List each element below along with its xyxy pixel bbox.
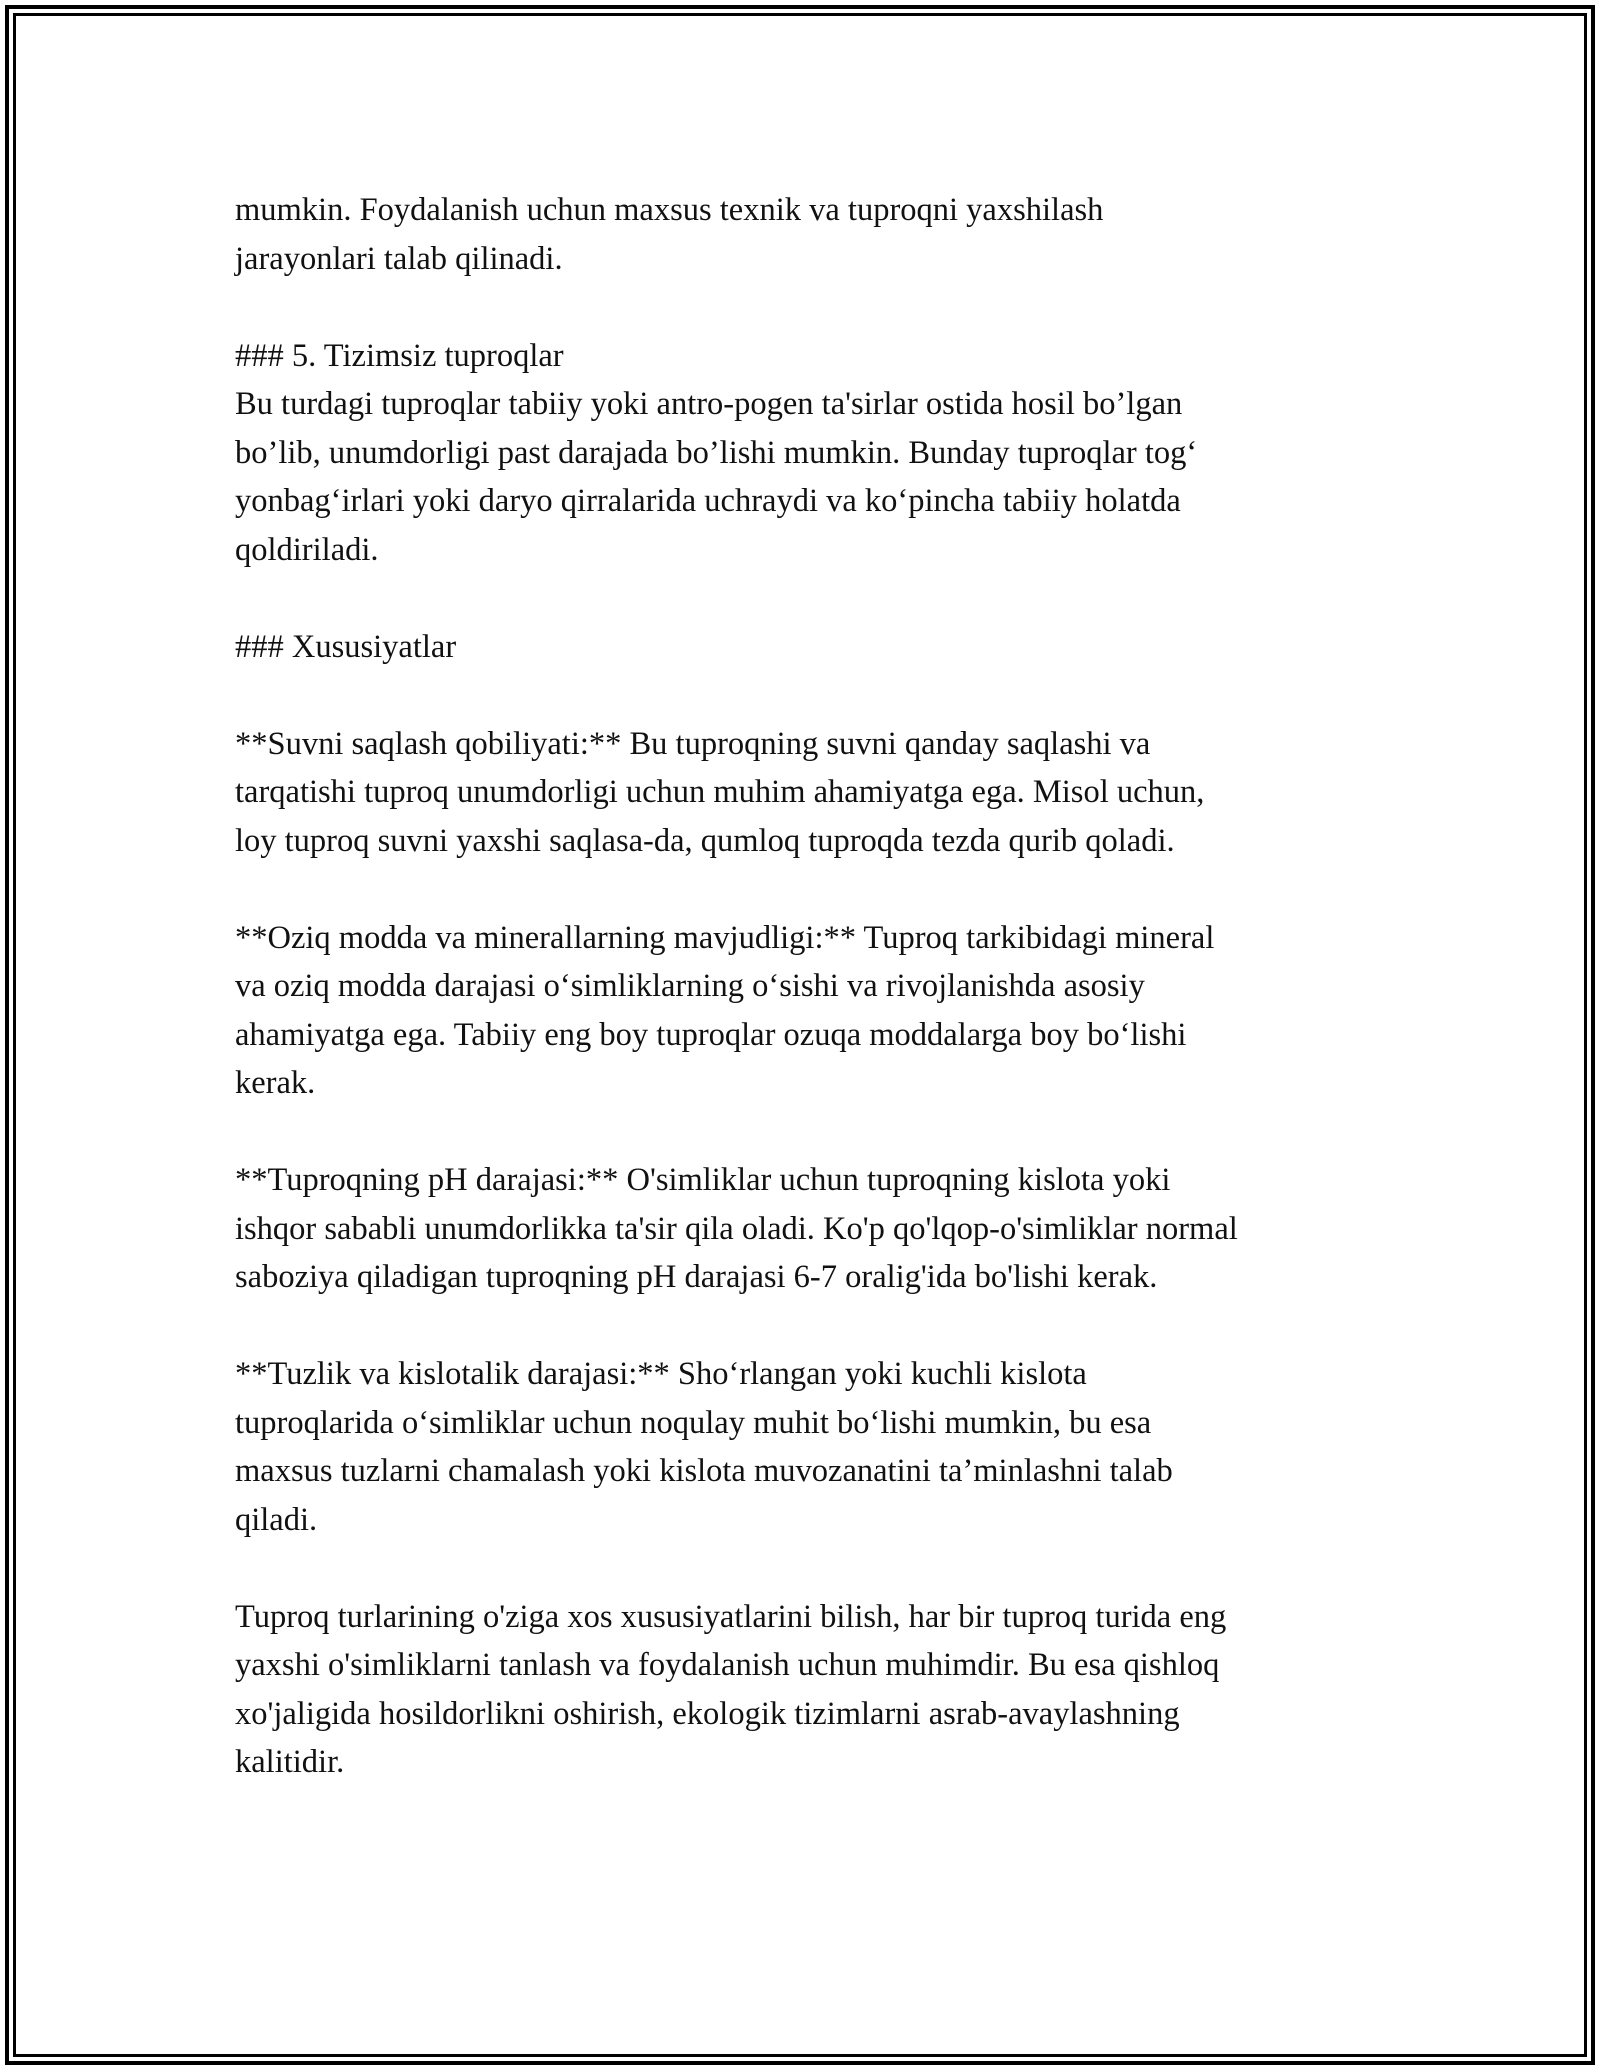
section-heading-tizimsiz-tuproqlar: ### 5. Tizimsiz tuproqlar xyxy=(235,337,564,374)
paragraph-oziq-modda: **Oziq modda va minerallarning mavjudligi:** Tuproq tarkibidagi mineral va oziq modda darajasi o‘simliklarning o‘sishi va rivojlanishda asosiy ahamiyatga ega. Tabiiy eng boy tuproqlar ozuqa moddalarga boy bo‘lishi kerak. xyxy=(235,919,1215,1101)
paragraph-tizimsiz-tuproqlar: Bu turdagi tuproqlar tabiiy yoki antro-pogen ta'sirlar ostida hosil bo’lgan bo’lib, unumdorligi past darajada bo’lishi mumkin. Bunday tuproqlar tog‘ yonbag‘irlari yoki daryo qirralarida uchraydi va ko‘pincha tabiiy holatda qoldiriladi. xyxy=(235,386,1198,568)
paragraph-tuzlik-kislotalik: **Tuzlik va kislotalik darajasi:** Sho‘rlangan yoki kuchli kislota tuproqlarida o‘simliklar uchun noqulay muhit bo‘lishi mumkin, bu esa maxsus tuzlarni chamalash yoki kislota muvozanatini ta’minlashni talab qiladi. xyxy=(235,1356,1173,1538)
paragraph-continuation: mumkin. Foydalanish uchun maxsus texnik va tuproqni yaxshilash jarayonlari talab qilinadi. xyxy=(235,192,1104,277)
paragraph-suvni-saqlash: **Suvni saqlash qobiliyati:** Bu tuproqning suvni qanday saqlashi va tarqatishi tuproq unumdorligi uchun muhim ahamiyatga ega. Misol uchun, loy tuproq suvni yaxshi saqlasa-da, qumloq tuproqda tezda qurib qoladi. xyxy=(235,725,1205,859)
paragraph-ph-darajasi: **Tuproqning pH darajasi:** O'simliklar uchun tuproqning kislota yoki ishqor sababli unumdorlikka ta'sir qila oladi. Ko'p qo'lqop-o'simliklar normal saboziya qiladigan tuproqning pH darajasi 6-7 oralig'ida bo'lishi kerak. xyxy=(235,1162,1238,1295)
document-body xyxy=(235,186,1385,1835)
section-heading-xususiyatlar: ### Xususiyatlar xyxy=(235,628,457,665)
paragraph-conclusion: Tuproq turlarining o'ziga xos xususiyatlarini bilish, har bir tuproq turida eng yaxshi o'simliklarni tanlash va foydalanish uchun muhimdir. Bu esa qishloq xo'jaligida hosildorlikni oshirish, ekologik tizimlarni asrab-avaylashning kalitidir. xyxy=(235,1598,1227,1780)
